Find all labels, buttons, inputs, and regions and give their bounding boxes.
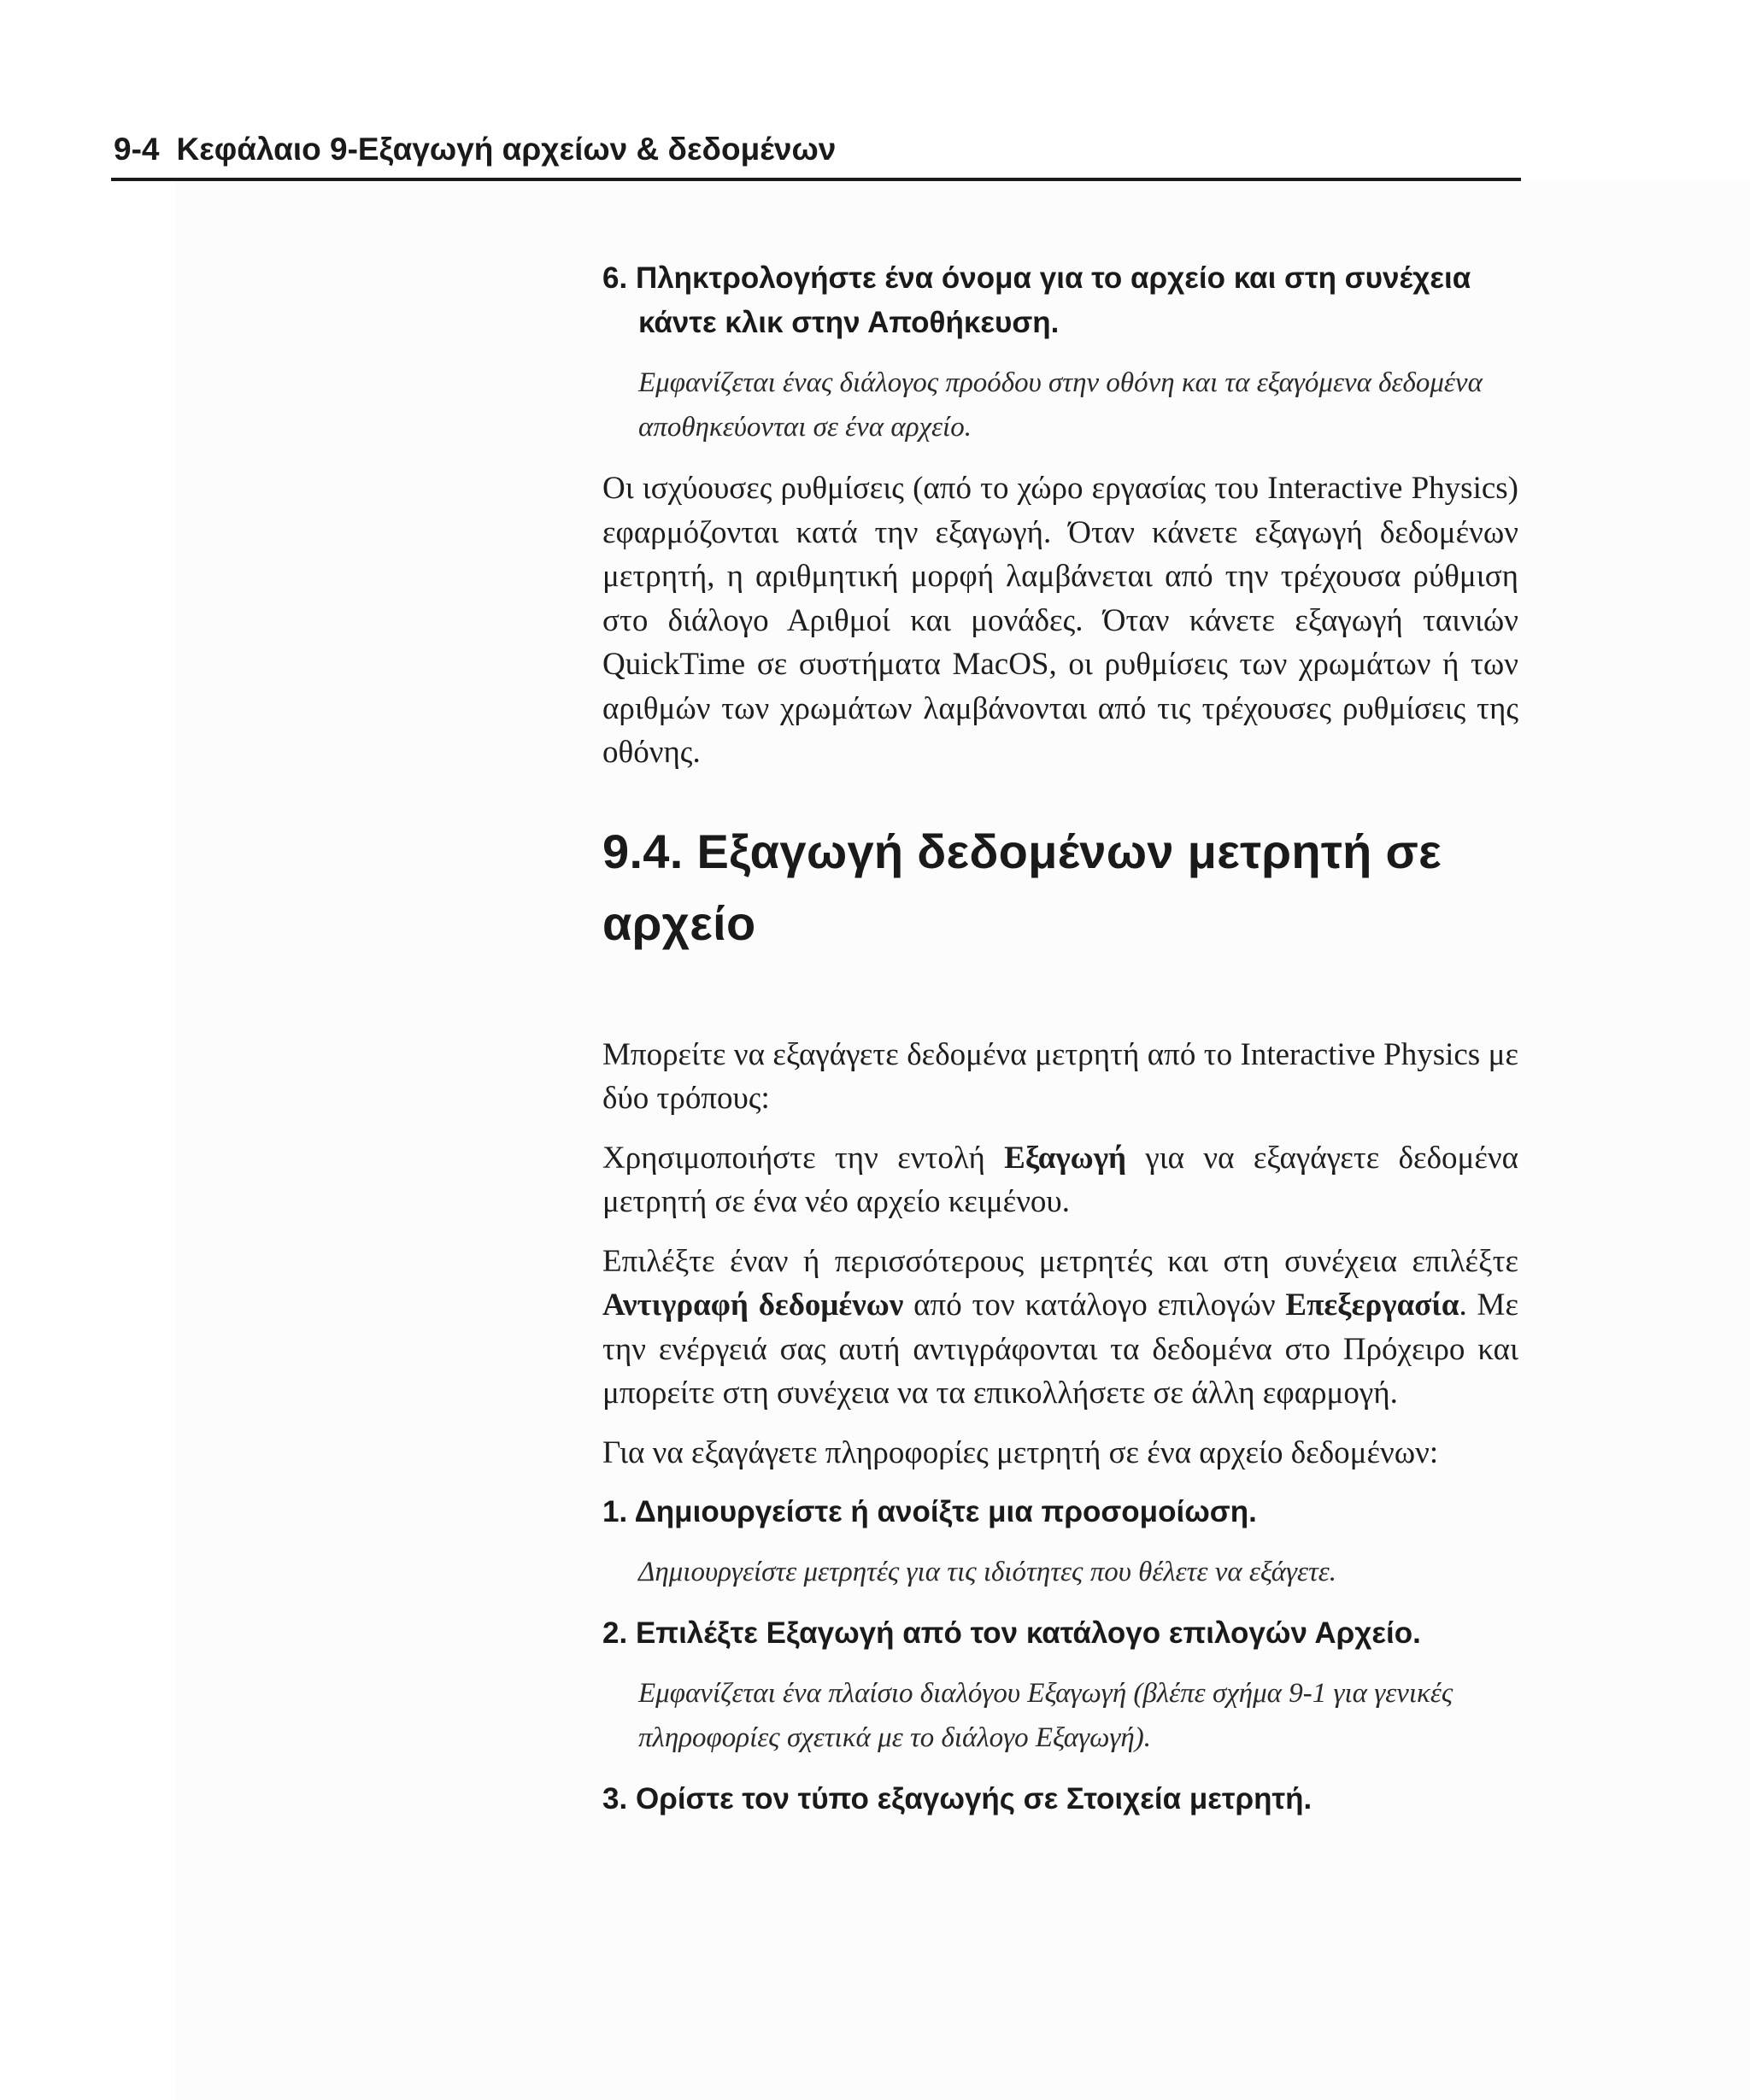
chapter-title: Κεφάλαιο 9-Εξαγωγή αρχείων & δεδομένων — [176, 132, 837, 167]
command-name-export: Εξαγωγή — [1004, 1140, 1127, 1176]
paragraph-steps-intro: Για να εξαγάγετε πληροφορίες μετρητή σε ένα αρχείο δεδομένων: — [602, 1434, 1439, 1470]
step-number: 1. — [602, 1495, 628, 1528]
step-6 — [602, 256, 1518, 345]
step-3 — [602, 1777, 1518, 1821]
text-run: . Με την ενέργειά σας αυτή αντιγράφονται τα δεδομένα στο Πρόχειρο και μπορείτε στη συνέχεια να τα επικολλήσετε σε άλλη εφαρμογή. — [602, 1288, 1518, 1411]
step-text: Πληκτρολογήστε ένα όνομα για το αρχείο και στη συνέχεια κάντε κλικ στην Αποθήκευση. — [635, 261, 1471, 339]
step-text: Επιλέξτε Εξαγωγή από τον κατάλογο επιλογών Αρχείο. — [635, 1616, 1421, 1650]
step-text: Ορίστε τον τύπο εξαγωγής σε Στοιχεία μετρητή. — [635, 1782, 1312, 1816]
paragraph-copy-data — [602, 1240, 1518, 1416]
step-6-note: Εμφανίζεται ένας διάλογος προόδου στην οθόνη και τα εξαγόμενα δεδομένα αποθηκεύονται σε ένα αρχείο. — [638, 367, 1483, 443]
step-2-note: Εμφανίζεται ένα πλαίσιο διαλόγου Εξαγωγή (βλέπε σχήμα 9-1 για γενικές πληροφορίες σχετικά με το διάλογο Εξαγωγή). — [638, 1678, 1453, 1753]
step-number: 6. — [602, 261, 628, 295]
command-name-copy-data: Αντιγραφή δεδομένων — [602, 1288, 904, 1323]
text-run: Χρησιμοποιήστε την εντολή — [602, 1140, 1005, 1176]
step-number: 2. — [602, 1616, 628, 1650]
text-run: από τον κατάλογο επιλογών — [903, 1288, 1286, 1323]
running-header — [114, 128, 1524, 171]
page-margin — [0, 0, 175, 2100]
step-text: Δημιουργείστε ή ανοίξτε μια προσομοίωση. — [634, 1495, 1257, 1528]
page-number: 9-4 — [114, 132, 160, 167]
step-number: 3. — [602, 1782, 628, 1816]
menu-name-edit: Επεξεργασία — [1285, 1288, 1459, 1323]
paragraph-export-command — [602, 1136, 1518, 1224]
header-rule — [111, 178, 1521, 181]
section-title: 9.4. Εξαγωγή δεδομένων μετρητή σε αρχείο — [602, 824, 1442, 950]
paragraph-intro: Μπορείτε να εξαγάγετε δεδομένα μετρητή από το Interactive Physics με δύο τρόπους: — [602, 1036, 1518, 1116]
paragraph-settings: Οι ισχύουσες ρυθμίσεις (από το χώρο εργασίας του Interactive Physics) εφαρμόζονται κατά την εξαγωγή. Όταν κάνετε εξαγωγή δεδομένων μετρητή, η αριθμητική μορφή λαμβάνεται από την τρέχουσα ρύθμιση στο διάλογο Αριθμοί και μονάδες. Όταν κάνετε εξαγωγή ταινιών QuickTime σε συστήματα MacOS, οι ρυθμίσεις των χρωμάτων ή των αριθμών των χρωμάτων λαμβάνονται από τις τρέχουσες ρυθμίσεις της οθόνης. — [602, 471, 1518, 770]
text-run: για να εξαγάγετε δεδομένα μετρητή σε ένα νέο αρχείο κειμένου. — [602, 1140, 1518, 1219]
step-1 — [602, 1490, 1518, 1534]
step-1-note: Δημιουργείστε μετρητές για τις ιδιότητες που θέλετε να εξάγετε. — [638, 1557, 1337, 1587]
step-2 — [602, 1611, 1518, 1656]
text-run: Επιλέξτε έναν ή περισσότερους μετρητές και στη συνέχεια επιλέξτε — [602, 1243, 1518, 1279]
main-text-column — [602, 256, 1518, 1837]
